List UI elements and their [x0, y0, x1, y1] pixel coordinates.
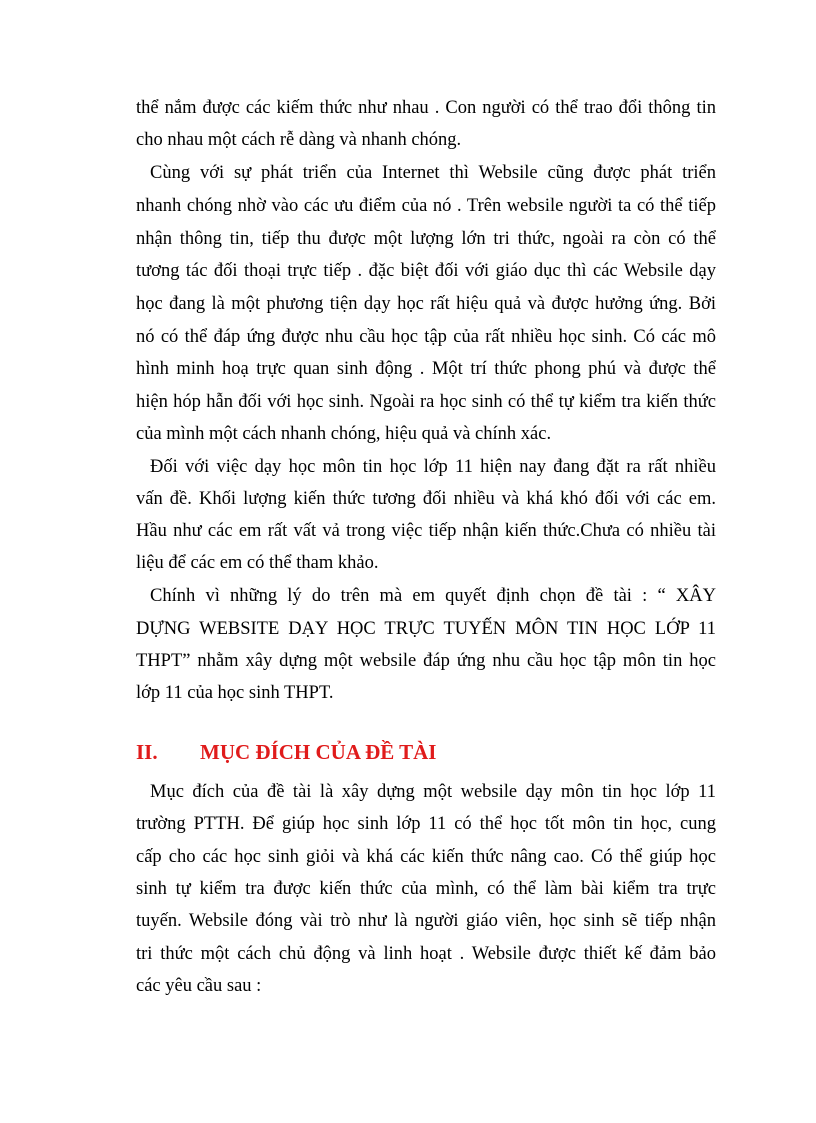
paragraph-line: tri thức một cách chủ động và linh hoạt . Websile được thiết kế đảm bảo [136, 944, 716, 964]
paragraph-line: Mục đích của đề tài là xây dựng một websile dạy môn tin học lớp 11 [150, 782, 716, 802]
paragraph-line: các yêu cầu sau : [136, 976, 262, 996]
paragraph-line: hình minh hoạ trực quan sinh động . Một trí thức phong phú và được thể [136, 359, 716, 379]
paragraph-line: vấn đề. Khối lượng kiến thức tương đối nhiều và khá khó đối với các em. [136, 489, 716, 509]
paragraph-line: liệu để các em có thể tham khảo. [136, 553, 379, 573]
intro-line: thể nắm được các kiếm thức như nhau . Con người có thể trao đổi thông tin [136, 98, 716, 118]
paragraph-line: Đối với việc dạy học môn tin học lớp 11 hiện nay đang đặt ra rất nhiều [150, 457, 716, 477]
section-number: II. [136, 740, 158, 764]
paragraph-line: hiện hóp hẫn đối với học sinh. Ngoài ra học sinh có thể tự kiểm tra kiến thức [136, 392, 716, 412]
paragraph-line: của mình một cách nhanh chóng, hiệu quả và chính xác. [136, 424, 552, 444]
paragraph-line: trường PTTH. Để giúp học sinh lớp 11 có thể học tốt môn tin học, cung [136, 814, 716, 834]
paragraph-line: nhanh chóng nhờ vào các ưu điểm của nó . Trên websile người ta có thể tiếp [136, 196, 716, 216]
paragraph-line: tương tác đối thoại trực tiếp . đặc biệt đối với giáo dục thì các Websile dạy [136, 261, 716, 281]
paragraph-line: tuyến. Websile đóng vài trò như là người giáo viên, học sinh sẽ tiếp nhận [136, 911, 716, 931]
paragraph-line: THPT” nhằm xây dựng một websile đáp ứng nhu cầu học tập môn tin học [136, 651, 716, 671]
paragraph-line: cấp cho các học sinh giỏi và khá các kiến thức nâng cao. Có thể giúp học [136, 847, 716, 867]
paragraph-line: sinh tự kiểm tra được kiến thức của mình, có thể làm bài kiểm tra trực [136, 879, 716, 899]
paragraph-line: DỰNG WEBSITE DẠY HỌC TRỰC TUYẾN MÔN TIN HỌC LỚP 11 [136, 619, 716, 639]
intro-line: cho nhau một cách rễ dàng và nhanh chóng. [136, 130, 462, 150]
paragraph-line: học đang là một phương tiện dạy học rất hiệu quả và được hưởng ứng. Bởi [136, 294, 716, 314]
section-title: MỤC ĐÍCH CỦA ĐỀ TÀI [200, 740, 437, 764]
paragraph-line: Cùng với sự phát triển của Internet thì Websile cũng được phát triển [150, 163, 716, 183]
paragraph-line: lớp 11 của học sinh THPT. [136, 683, 334, 703]
paragraph-line: nó có thể đáp ứng được nhu cầu học tập của rất nhiều học sinh. Có các mô [136, 327, 716, 347]
paragraph-line: Chính vì những lý do trên mà em quyết định chọn đề tài : “ XÂY [150, 586, 716, 606]
section-heading [136, 738, 436, 766]
paragraph-line: Hầu như các em rất vất vả trong việc tiếp nhận kiến thức.Chưa có nhiều tài [136, 521, 716, 541]
paragraph-line: nhận thông tin, tiếp thu được một lượng lớn tri thức, ngoài ra còn có thể [136, 229, 716, 249]
